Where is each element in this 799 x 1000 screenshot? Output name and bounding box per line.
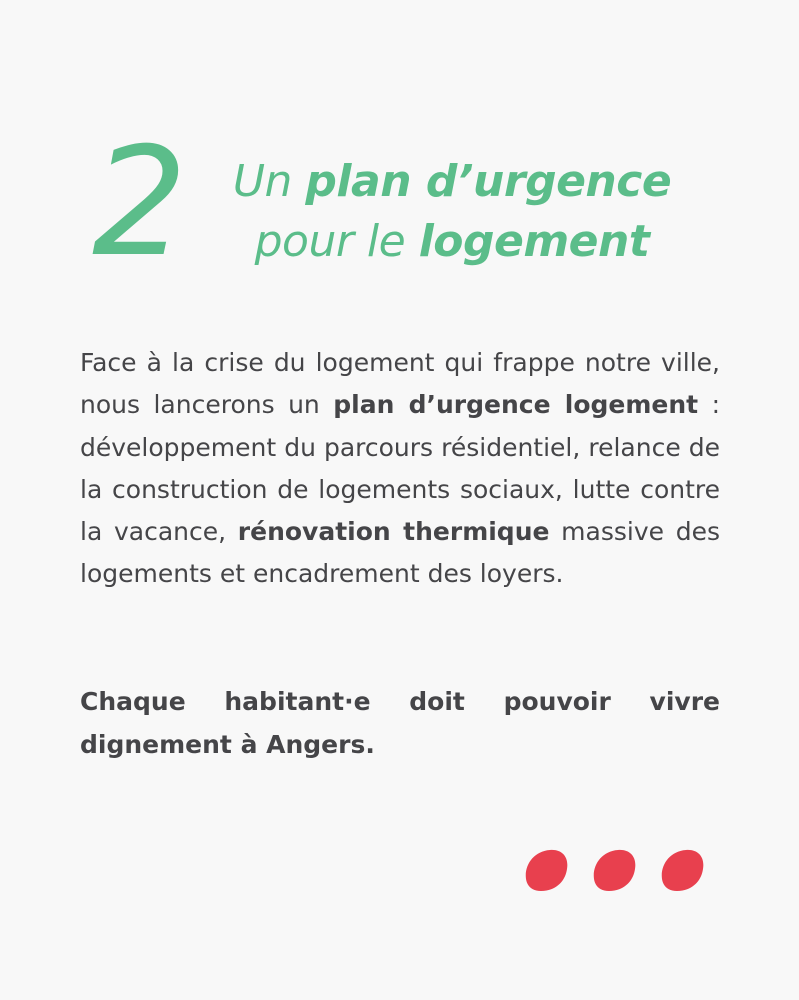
title-line-1 — [222, 152, 682, 212]
body-text-3: massive des logements et encadrement des loyers. — [80, 517, 720, 589]
title-line-2 — [222, 212, 682, 272]
three-dots-icon — [524, 847, 706, 893]
closing-statement: Chaque habitant·e doit pouvoir vivre dignement à Angers. — [80, 687, 720, 759]
dot-1 — [526, 850, 568, 891]
body-text-1: Face à la crise du logement qui frappe notre ville, nous lancerons un — [80, 348, 720, 420]
section-number: 2 — [92, 116, 186, 290]
dot-3 — [662, 850, 704, 891]
body-bold-2: rénovation thermique — [237, 517, 550, 547]
dot-2 — [594, 850, 636, 891]
title-line1-bold: plan d’urgence — [305, 156, 672, 207]
body-text-2: : développement du parcours résidentiel, relance de la construction de logements sociaux, lutte contre la vacance, — [80, 390, 720, 547]
title-line2-bold: logement — [418, 216, 650, 267]
body-paragraph — [80, 342, 720, 596]
section-title — [222, 152, 682, 272]
title-line2-light: pour le — [254, 216, 419, 267]
body-bold-1: plan d’urgence logement — [333, 390, 699, 420]
title-line1-light: Un — [232, 156, 306, 207]
